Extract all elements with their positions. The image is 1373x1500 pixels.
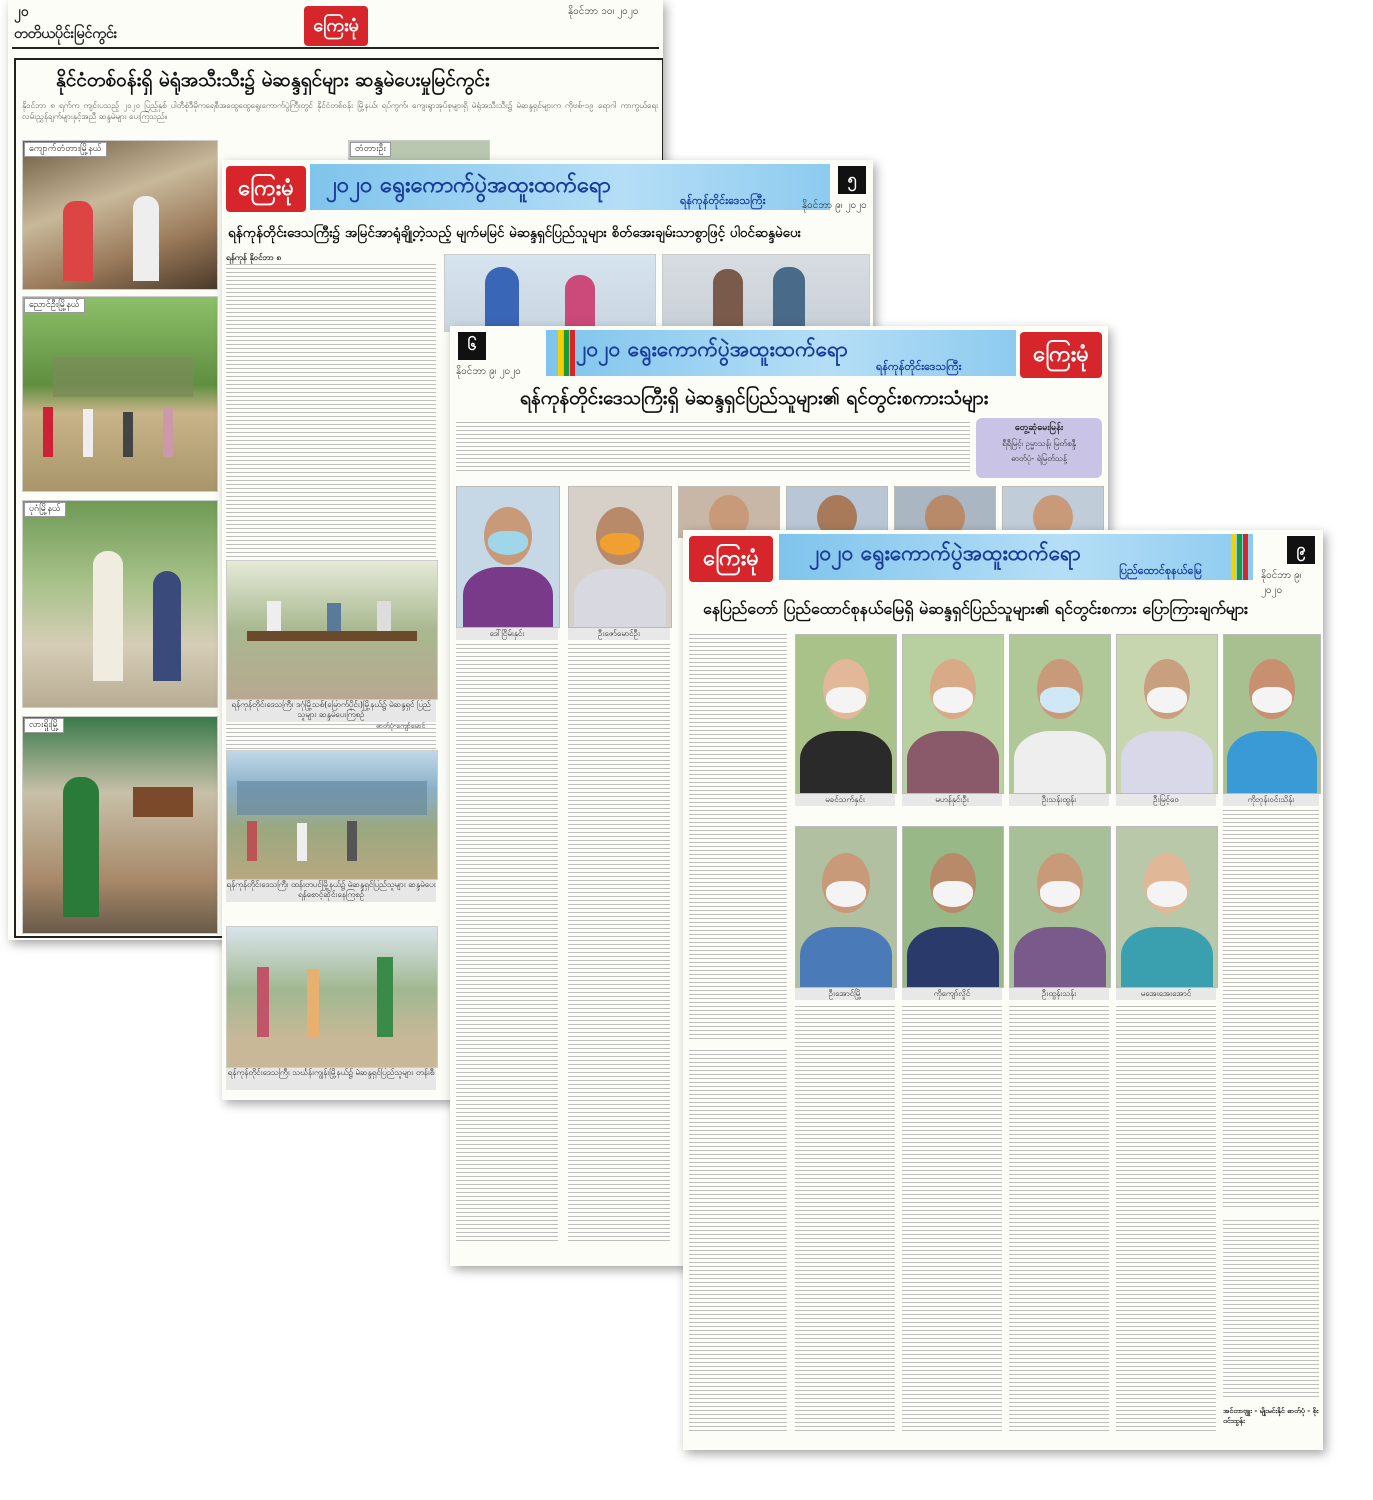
- photo-location-label: တံတားဦး: [350, 142, 391, 157]
- article-column: [902, 1006, 1002, 1434]
- portrait-interviewee: [1223, 634, 1321, 794]
- interviewee-name: ဦးသန်းထွန်း: [1009, 794, 1109, 806]
- photo-voters-line: [226, 926, 438, 1068]
- interviewee-name: ဦးထွန်းသန်း: [1009, 988, 1109, 1000]
- section-label: တတိယပိုင်းမြင်ကွင်း: [14, 26, 118, 42]
- article-headline: ရန်ကုန်တိုင်းဒေသကြီး၌ အမြင်အာရုံချို့တဲ့သည့် မျက်မမြင် မဲဆန္ဒရှင်ပြည်သူများ စိတ်အေးချမ်းသာစွာဖြင့် ပါဝင်ဆန္ဒမဲပေး: [228, 225, 802, 241]
- page-number: ၆: [458, 332, 486, 360]
- photo-credit: ဓာတ်ပုံ-ကျော်မောင်: [376, 722, 426, 730]
- photo-outdoor-polling: [226, 560, 438, 700]
- article-column: [456, 644, 558, 1244]
- interviewee-name: ဦးမြင့်ဝေ: [1116, 794, 1216, 806]
- interviewee-name: ကိုကျော်လှိုင်: [902, 988, 1002, 1000]
- photo-polling-station-1: [22, 140, 218, 290]
- brand-logo: ကြေးမုံ: [689, 536, 773, 582]
- photo-elder-voter: [662, 254, 870, 332]
- page-number: ၉: [1287, 536, 1315, 564]
- banner-title: ၂၀၂၀ ရွေးကောက်ပွဲအထူးထက်ရော: [809, 541, 1081, 565]
- article-column: [1223, 810, 1319, 1210]
- article-column: [568, 644, 670, 1244]
- page-number: ၅: [838, 166, 866, 194]
- article-headline: ရန်ကုန်တိုင်းဒေသကြီးရှိ မဲဆန္ဒရှင်ပြည်သူများ၏ ရင်တွင်းစကားသံများ: [520, 387, 989, 409]
- interviewee-name: မအေးအေးအောင်: [1116, 988, 1216, 1000]
- article-column: [1223, 1220, 1319, 1400]
- photo-location-label: ညောင်ဦးမြို့နယ်: [24, 298, 85, 313]
- issue-date: နိုဝင်ဘာ ၁၀၊ ၂၀၂၀: [568, 6, 639, 17]
- article-column: [689, 634, 787, 1040]
- photo-caption: ရန်ကုန်တိုင်းဒေသကြီး ဒဂုံမြို့သစ်(မြောက်ပိုင်း)မြို့နယ်၌ မဲဆန္ဒရှင် ပြည်သူများ ဆန္ဒမဲပေးကြစဉ်: [226, 700, 436, 722]
- interviewee-name: ကိုဘုန်းဝင်းသိန်း: [1223, 794, 1319, 806]
- interviewee-name: ဦးအောင်မြို့: [795, 988, 895, 1000]
- portrait-interviewee: [902, 826, 1004, 988]
- credit-line: တွေ့ဆုံမေးမြန်း: [1014, 423, 1064, 433]
- page-number: ၂၀: [14, 4, 29, 20]
- banner-region: ရန်ကုန်တိုင်းဒေသကြီး: [680, 194, 766, 207]
- interviewee-name: ဦးဇော်မောင်ဦး: [568, 628, 670, 640]
- brand-logo: ကြေးမုံ: [304, 6, 368, 46]
- portrait-interviewee: [1116, 826, 1218, 988]
- article-column: [1009, 1006, 1109, 1434]
- banner-title: ၂၀၂၀ ရွေးကောက်ပွဲအထူးထက်ရော: [326, 173, 611, 198]
- portrait-interviewee: [795, 826, 897, 988]
- photo-queue-voters: [22, 296, 218, 492]
- regional-page-naypyitaw: [683, 530, 1323, 1450]
- issue-date: နိုဝင်ဘာ ၉၊ ၂၀၂၀: [802, 200, 867, 211]
- article-headline: နိုင်ငံတစ်ဝန်းရှိ မဲရုံအသီးသီး၌ မဲဆန္ဒရှင်များ ဆန္ဒမဲပေးမှုမြင်ကွင်း: [56, 69, 490, 91]
- banner-region: ရန်ကုန်တိုင်းဒေသကြီး: [876, 360, 962, 373]
- photo-hall-voting: [22, 716, 218, 934]
- credit-line: ရီရီမြင့်၊ ဥမ္မာသန့်၊ မြတ်စန္ဒီ: [1002, 439, 1076, 448]
- banner-region: ပြည်ထောင်စုနယ်မြေ: [1119, 564, 1202, 577]
- photo-caption: ရန်ကုန်တိုင်းဒေသကြီး သင်္ဃန်းကျွန်းမြို့နယ်၌ မဲဆန္ဒရှင်ပြည်သူများ တန်းစီ: [226, 1068, 436, 1090]
- photo-location-label: ကျောက်တံတားမြို့နယ်: [24, 142, 107, 157]
- section-banner: [546, 330, 1016, 376]
- brand-logo: ကြေးမုံ: [1020, 332, 1102, 378]
- portrait-interviewee: [1116, 634, 1218, 794]
- portrait-interviewee: [1009, 826, 1111, 988]
- article-column: [795, 1006, 895, 1434]
- issue-date: နိုဝင်ဘာ ၉၊ ၂၀၂၀: [1261, 570, 1302, 596]
- banner-title: ၂၀၂၀ ရွေးကောက်ပွဲအထူးထက်ရော: [576, 337, 848, 361]
- photo-voter-with-official: [444, 254, 656, 332]
- interviewee-name: ဒေါ်ငြိမ်းနှင်း: [456, 628, 558, 640]
- section-banner: [779, 534, 1253, 580]
- credit-line: ဓာတ်ပုံ- ရဲမြတ်သန့်: [1011, 454, 1067, 463]
- credit-box: [976, 418, 1102, 478]
- photo-location-label: ပုဂံမြို့နယ်: [24, 502, 66, 517]
- article-column: [1116, 1006, 1216, 1434]
- interviewee-name: မဟန်နှင်းဦး: [902, 794, 1002, 806]
- article-column: [689, 1050, 787, 1434]
- photo-queue-school: [226, 750, 438, 880]
- article-headline: နေပြည်တော် ပြည်ထောင်စုနယ်မြေရှိ မဲဆန္ဒရှင်ပြည်သူများ၏ ရင်တွင်းစကား ပြောကြားချက်များ: [703, 599, 1249, 618]
- photo-location-label: လားရှိုးမြို့: [24, 718, 64, 733]
- brand-logo: ကြေးမုံ: [226, 166, 306, 212]
- portrait-interviewee: [902, 634, 1004, 794]
- article-intro: နိုဝင်ဘာ ၈ ရက်က ကျင်းပသည့် ၂၀၂၀ ပြည့်နှစ် ပါတီစုံဒီမိုကရေစီအထွေထွေရွေးကောက်ပွဲကြီးတွင် နိုင်ငံတစ်ဝန်း မြို့နယ်၊ ရပ်ကွက်၊ ကျေးရွာအုပ်စုများရှိ မဲရုံအသီးသီး၌ မဲဆန္ဒရှင်များက ကိုဗစ်-၁၉ ရောဂါ ကာကွယ်ရေးလမ်းညွှန်ချက်များနှင့်အညီ ဆန္ဒမဲများ ပေးကြသည်။: [22, 101, 658, 121]
- portrait-interviewee: [1009, 634, 1111, 794]
- portrait-interviewee: [568, 486, 672, 628]
- issue-date: နိုဝင်ဘာ ၉၊ ၂၀၂၀: [456, 366, 521, 377]
- interviewee-name: မခင်သက်နှင်း: [795, 794, 895, 806]
- article-intro: [456, 422, 970, 472]
- photo-caption: ရန်ကုန်တိုင်းဒေသကြီး ထန်းတပင်မြို့နယ်၌ မဲဆန္ဒရှင်ပြည်သူများ ဆန္ဒမဲပေးရန်စောင့်ဆိုင်းနေကြစဉ်: [226, 880, 436, 902]
- photo-voter-check: [22, 500, 218, 708]
- section-banner: [310, 164, 830, 210]
- article-credit: အင်တာဗျူး - မျိုးမင်းနိုင် ဓာတ်ပုံ - စိုးဝင်းထွန်း: [1223, 1407, 1319, 1425]
- portrait-interviewee: [795, 634, 897, 794]
- dateline: ရန်ကုန် နိုဝင်ဘာ ၈: [226, 253, 281, 262]
- portrait-interviewee: [456, 486, 560, 628]
